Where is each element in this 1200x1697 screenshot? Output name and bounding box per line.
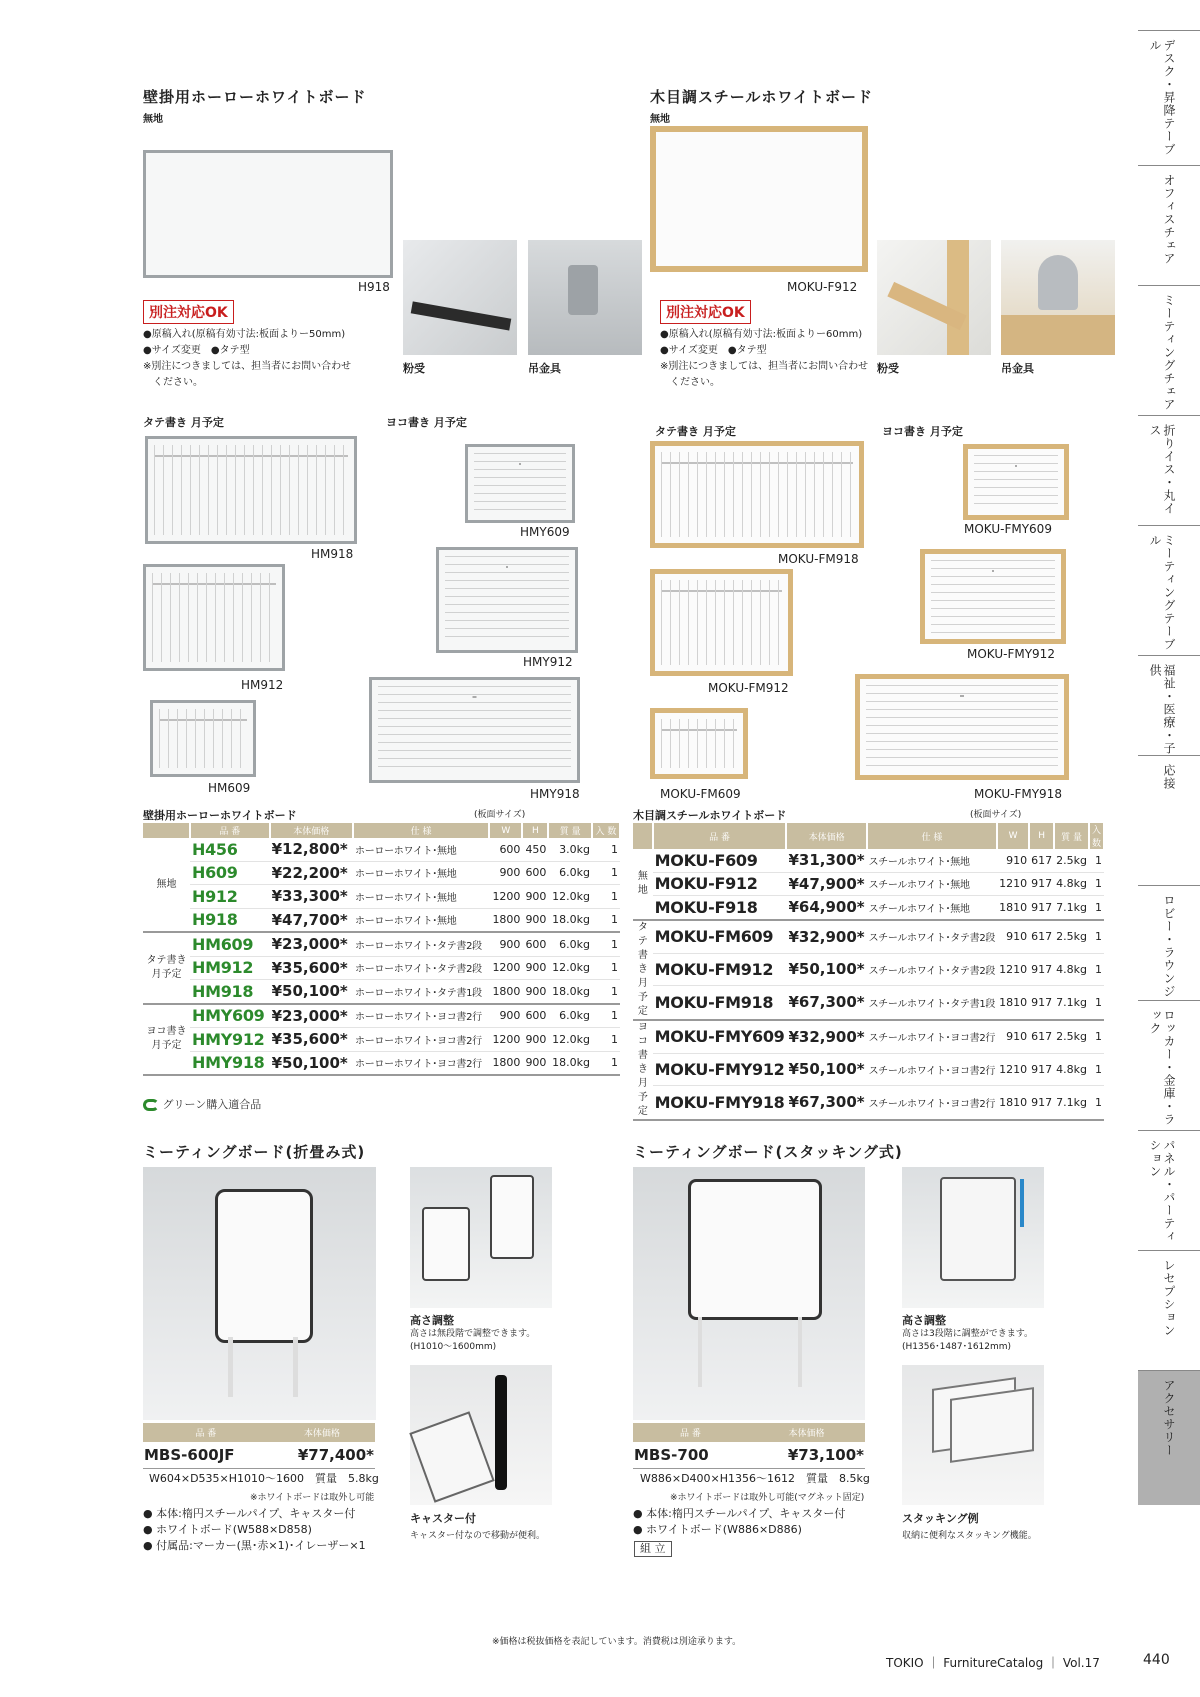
- wood-tray-photo: [877, 240, 991, 355]
- fold-note: ※ホワイトボードは取外し可能: [250, 1493, 375, 1503]
- table-row: タテ書き 月予定 HM609 ¥23,000* ホーローホワイト･タテ書2段 900 600 6.0kg 1: [143, 932, 620, 956]
- board-hm609: [150, 700, 256, 777]
- spec-table-right: 品 番 本体価格 仕 様 W H 質 量 入 数 無地 MOKU-F609 ¥31,300* スチールホワイト･無地 910 617 2.5kg 1 MOKU-F912 ¥47,900* スチールホワイト･無地 1210 917 4.8kg 1 MOKU-F918 ¥64,900* スチールホワイト･無地 1810 917 7.1kg 1 タテ書き 月予定 MOKU-FM609 ¥32,900* スチールホワイト･タテ書2段 910 617 2.5kg 1 MOKU-FM912 ¥50,100* スチールホワイト･タテ書2段 1210 917 4.8kg 1 MOKU-FM918 ¥67,300* スチールホワイト･タテ書1段 1810 917 7.1kg 1 ヨコ書き 月予定 MOKU-FMY609 ¥32,900* スチールホワイト･ヨコ書2行 910 617 2.5kg 1 MOKU-FMY912 ¥50,100* スチールホワイト･ヨコ書2行 1210 917 4.8kg 1 MOKU-FMY918 ¥67,300* スチールホワイト･ヨコ書2行 1810 917 7.1kg 1: [633, 823, 1105, 1121]
- label-hm609: HM609: [208, 781, 251, 795]
- fold-price: ¥77,400*: [269, 1442, 375, 1469]
- table-left-note: (板面サイズ): [474, 810, 526, 820]
- fold-cap1-desc: 高さは無段階で調整できます。 (H1010～1600mm): [410, 1329, 536, 1352]
- wood-title: 木目調スチールホワイトボード: [650, 88, 873, 106]
- table-row: 無地 MOKU-F609 ¥31,300* スチールホワイト･無地 910 617 2.5kg 1: [633, 849, 1104, 872]
- group-label: ヨコ書き 月予定: [143, 1004, 190, 1076]
- side-tab[interactable]: パネル・パーティション: [1138, 1130, 1200, 1250]
- label-hm918: HM918: [311, 547, 354, 561]
- label-moku-fm912: MOKU-FM912: [708, 681, 789, 695]
- stack-bullets: ● 本体:楕円スチールパイプ、キャスター付 ● ホワイトボード(W886×D886): [633, 1507, 846, 1536]
- side-tab[interactable]: ミーティングチェア: [1138, 285, 1200, 415]
- label-moku-fm609: MOKU-FM609: [660, 787, 741, 801]
- stack-note: ※ホワイトボードは取外し可能(マグネット固定): [670, 1493, 865, 1503]
- side-tab[interactable]: ロッカー・金庫・ラック: [1138, 1000, 1200, 1130]
- stack-model: MBS-700: [633, 1442, 748, 1469]
- enamel-sub: 無地: [143, 114, 163, 125]
- stack-main-photo: [633, 1167, 865, 1420]
- board-hmy918: [369, 677, 580, 783]
- page-number: 440: [1143, 1652, 1170, 1668]
- green-purchase: グリーン購入適合品: [143, 1096, 261, 1112]
- label-hmy912: HMY912: [523, 655, 573, 669]
- label-moku-fm918: MOKU-FM918: [778, 552, 859, 566]
- label-moku-fmy918: MOKU-FMY918: [974, 787, 1062, 801]
- group-label: タテ書き 月予定: [633, 920, 653, 1020]
- table-row: HM912 ¥35,600* ホーローホワイト･タテ書2段 1200 900 12.0kg 1: [143, 956, 620, 980]
- label-moku-fmy609: MOKU-FMY609: [964, 522, 1052, 536]
- enamel-board-image: [143, 150, 393, 278]
- enamel-custom-badge: 別注対応OK: [143, 300, 234, 324]
- wood-notes: ●原稿入れ(原稿有効寸法:板面よりー60mm) ●サイズ変更 ●タテ型 ※別注につきましては、担当者にお問い合わせ ください。: [660, 329, 869, 388]
- table-row: H609 ¥22,200* ホーローホワイト･無地 900 600 6.0kg 1: [143, 861, 620, 885]
- table-right-title: 木目調スチールホワイトボード: [633, 809, 787, 822]
- label-hmy609: HMY609: [520, 525, 570, 539]
- tax-note: ※価格は税抜価格を表記しています。消費税は別途承ります。: [492, 1637, 742, 1647]
- wood-model: MOKU-F912: [787, 280, 858, 294]
- fold-cap2: キャスター付: [410, 1512, 476, 1525]
- wood-board-image: [650, 126, 868, 272]
- enamel-notes: ●原稿入れ(原稿有効寸法:板面よりー50mm) ●サイズ変更 ●タテ型 ※別注につきましては、担当者にお問い合わせ ください。: [143, 329, 352, 388]
- fold-caster-photo: [410, 1365, 552, 1505]
- enamel-detail2: 吊金具: [528, 362, 561, 375]
- board-hmy912: [436, 547, 578, 653]
- enamel-yoko-label: ヨコ書き 月予定: [386, 416, 467, 429]
- table-left-title: 壁掛用ホーローホワイトボード: [143, 809, 297, 822]
- board-moku-fmy912: [920, 549, 1066, 644]
- side-tab[interactable]: アクセサリー: [1138, 1370, 1200, 1505]
- side-tab[interactable]: ロビー・ラウンジ: [1138, 885, 1200, 1000]
- chalk-tray-photo: [403, 240, 517, 355]
- fold-bullets: ● 本体:楕円スチールパイプ、キャスター付 ● ホワイトボード(W588×D858) ● 付属品:マーカー(黒･赤×1)･イレーザー×1: [143, 1507, 366, 1552]
- board-moku-fmy609: [963, 444, 1069, 520]
- board-hm918: [145, 436, 357, 544]
- table-row: HMY912 ¥35,600* ホーローホワイト･ヨコ書2行 1200 900 12.0kg 1: [143, 1028, 620, 1052]
- table-row: タテ書き 月予定 MOKU-FM609 ¥32,900* スチールホワイト･タテ書2段 910 617 2.5kg 1: [633, 920, 1104, 954]
- wood-yoko-label: ヨコ書き 月予定: [882, 425, 963, 438]
- table-row: ヨコ書き 月予定 MOKU-FMY609 ¥32,900* スチールホワイト･ヨコ書2行 910 617 2.5kg 1: [633, 1020, 1104, 1054]
- stack-example-photo: [902, 1365, 1044, 1505]
- group-label: タテ書き 月予定: [143, 932, 190, 1004]
- stack-spec: 品 番 本体価格 MBS-700 ¥73,100*: [633, 1423, 865, 1469]
- fold-cap2-desc: キャスター付なので移動が便利。: [410, 1531, 546, 1541]
- fold-cap1: 高さ調整: [410, 1314, 454, 1327]
- stack-title: ミーティングボード(スタッキング式): [633, 1143, 903, 1161]
- fold-height-photo: [410, 1167, 552, 1308]
- table-row: MOKU-F918 ¥64,900* スチールホワイト･無地 1810 917 7.1kg 1: [633, 896, 1104, 920]
- table-row: 無地 H456 ¥12,800* ホーローホワイト･無地 600 450 3.0kg 1: [143, 838, 620, 861]
- board-moku-fm918: [650, 441, 864, 548]
- table-row: HM918 ¥50,100* ホーローホワイト･タテ書1段 1800 900 18.0kg 1: [143, 980, 620, 1004]
- table-row: ヨコ書き 月予定 HMY609 ¥23,000* ホーローホワイト･ヨコ書2行 900 600 6.0kg 1: [143, 1004, 620, 1028]
- side-tab[interactable]: レセプション: [1138, 1250, 1200, 1370]
- side-tab[interactable]: 応接: [1138, 755, 1200, 885]
- side-tab[interactable]: 福祉・医療・子供: [1138, 655, 1200, 755]
- side-tab[interactable]: オフィスチェア: [1138, 165, 1200, 285]
- enamel-title: 壁掛用ホーローホワイトボード: [143, 88, 367, 106]
- fold-dims: W604×D535×H1010～1600 質量 5.8kg: [149, 1472, 379, 1485]
- label-hmy918: HMY918: [530, 787, 580, 801]
- fold-spec: 品 番 本体価格 MBS-600JF ¥77,400*: [143, 1423, 375, 1469]
- stack-assembly-badge: 組 立: [634, 1541, 672, 1557]
- enamel-model: H918: [358, 280, 390, 294]
- table-row: MOKU-FM918 ¥67,300* スチールホワイト･タテ書1段 1810 917 7.1kg 1: [633, 986, 1104, 1020]
- enamel-detail1: 粉受: [403, 362, 425, 375]
- board-moku-fmy918: [855, 674, 1069, 780]
- table-row: H912 ¥33,300* ホーローホワイト･無地 1200 900 12.0kg 1: [143, 885, 620, 909]
- table-row: MOKU-FMY918 ¥67,300* スチールホワイト･ヨコ書2行 1810 917 7.1kg 1: [633, 1086, 1104, 1120]
- table-row: MOKU-FM912 ¥50,100* スチールホワイト･タテ書2段 1210 917 4.8kg 1: [633, 953, 1104, 986]
- label-hm912: HM912: [241, 678, 284, 692]
- table-row: MOKU-FMY912 ¥50,100* スチールホワイト･ヨコ書2行 1210 917 4.8kg 1: [633, 1053, 1104, 1086]
- wood-custom-badge: 別注対応OK: [660, 300, 751, 324]
- side-tab[interactable]: デスク・昇降テーブル: [1138, 30, 1200, 165]
- group-label: 無地: [143, 838, 190, 932]
- green-g-icon: [143, 1099, 159, 1111]
- stack-cap2-desc: 収納に便利なスタッキング機能。: [902, 1531, 1037, 1541]
- side-tab[interactable]: 折りイス・丸イス: [1138, 415, 1200, 525]
- group-label: ヨコ書き 月予定: [633, 1020, 653, 1120]
- table-right-note: (板面サイズ): [970, 810, 1022, 820]
- stack-price: ¥73,100*: [748, 1442, 865, 1469]
- stack-height-photo: [902, 1167, 1044, 1308]
- group-label: 無地: [633, 849, 653, 920]
- wood-tate-label: タテ書き 月予定: [655, 425, 736, 438]
- wood-detail2: 吊金具: [1001, 362, 1034, 375]
- table-row: MOKU-F912 ¥47,900* スチールホワイト･無地 1210 917 4.8kg 1: [633, 872, 1104, 896]
- label-moku-fmy912: MOKU-FMY912: [967, 647, 1055, 661]
- stack-cap1-desc: 高さは3段階に調整ができます。 (H1356･1487･1612mm): [902, 1329, 1034, 1352]
- board-moku-fm609: [650, 708, 748, 779]
- wood-sub: 無地: [650, 114, 670, 125]
- stack-cap1: 高さ調整: [902, 1314, 946, 1327]
- wood-hanger-photo: [1001, 240, 1115, 355]
- board-hmy609: [465, 444, 575, 523]
- wood-detail1: 粉受: [877, 362, 899, 375]
- table-row: HMY918 ¥50,100* ホーローホワイト･ヨコ書2行 1800 900 18.0kg 1: [143, 1051, 620, 1075]
- fold-model: MBS-600JF: [143, 1442, 269, 1469]
- fold-title: ミーティングボード(折畳み式): [143, 1143, 366, 1161]
- stack-dims: W886×D400×H1356～1612 質量 8.5kg: [640, 1472, 870, 1485]
- hanger-photo: [528, 240, 642, 355]
- table-row: H918 ¥47,700* ホーローホワイト･無地 1800 900 18.0kg 1: [143, 908, 620, 932]
- footer-brand: TOKIO ｜ FurnitureCatalog ｜ Vol.17: [886, 1656, 1100, 1670]
- board-hm912: [143, 564, 285, 671]
- side-tab[interactable]: ミーティングテーブル: [1138, 525, 1200, 655]
- board-moku-fm912: [650, 569, 793, 676]
- enamel-tate-label: タテ書き 月予定: [143, 416, 224, 429]
- fold-main-photo: [143, 1167, 376, 1420]
- spec-table-left: 品 番 本体価格 仕 様 W H 質 量 入 数 無地 H456 ¥12,800* ホーローホワイト･無地 600 450 3.0kg 1 H609 ¥22,200* ホーローホワイト･無地 900 600 6.0kg 1 H912 ¥33,300* ホーローホワイト･無地 1200 900 12.0kg 1 H918 ¥47,700* ホーローホワイト･無地 1800 900 18.0kg 1 タテ書き 月予定 HM609 ¥23,000* ホーローホワイト･タテ書2段 900 600 6.0kg 1 HM912 ¥35,600* ホーローホワイト･タテ書2段 1200 900 12.0kg 1 HM918 ¥50,100* ホーローホワイト･タテ書1段 1800 900 18.0kg 1 ヨコ書き 月予定 HMY609 ¥23,000* ホーローホワイト･ヨコ書2行 900 600 6.0kg 1 HMY912 ¥35,600* ホーローホワイト･ヨコ書2行 1200 900 12.0kg 1 HMY918 ¥50,100* ホーローホワイト･ヨコ書2行 1800 900 18.0kg 1: [143, 823, 621, 1076]
- stack-cap2: スタッキング例: [902, 1512, 979, 1525]
